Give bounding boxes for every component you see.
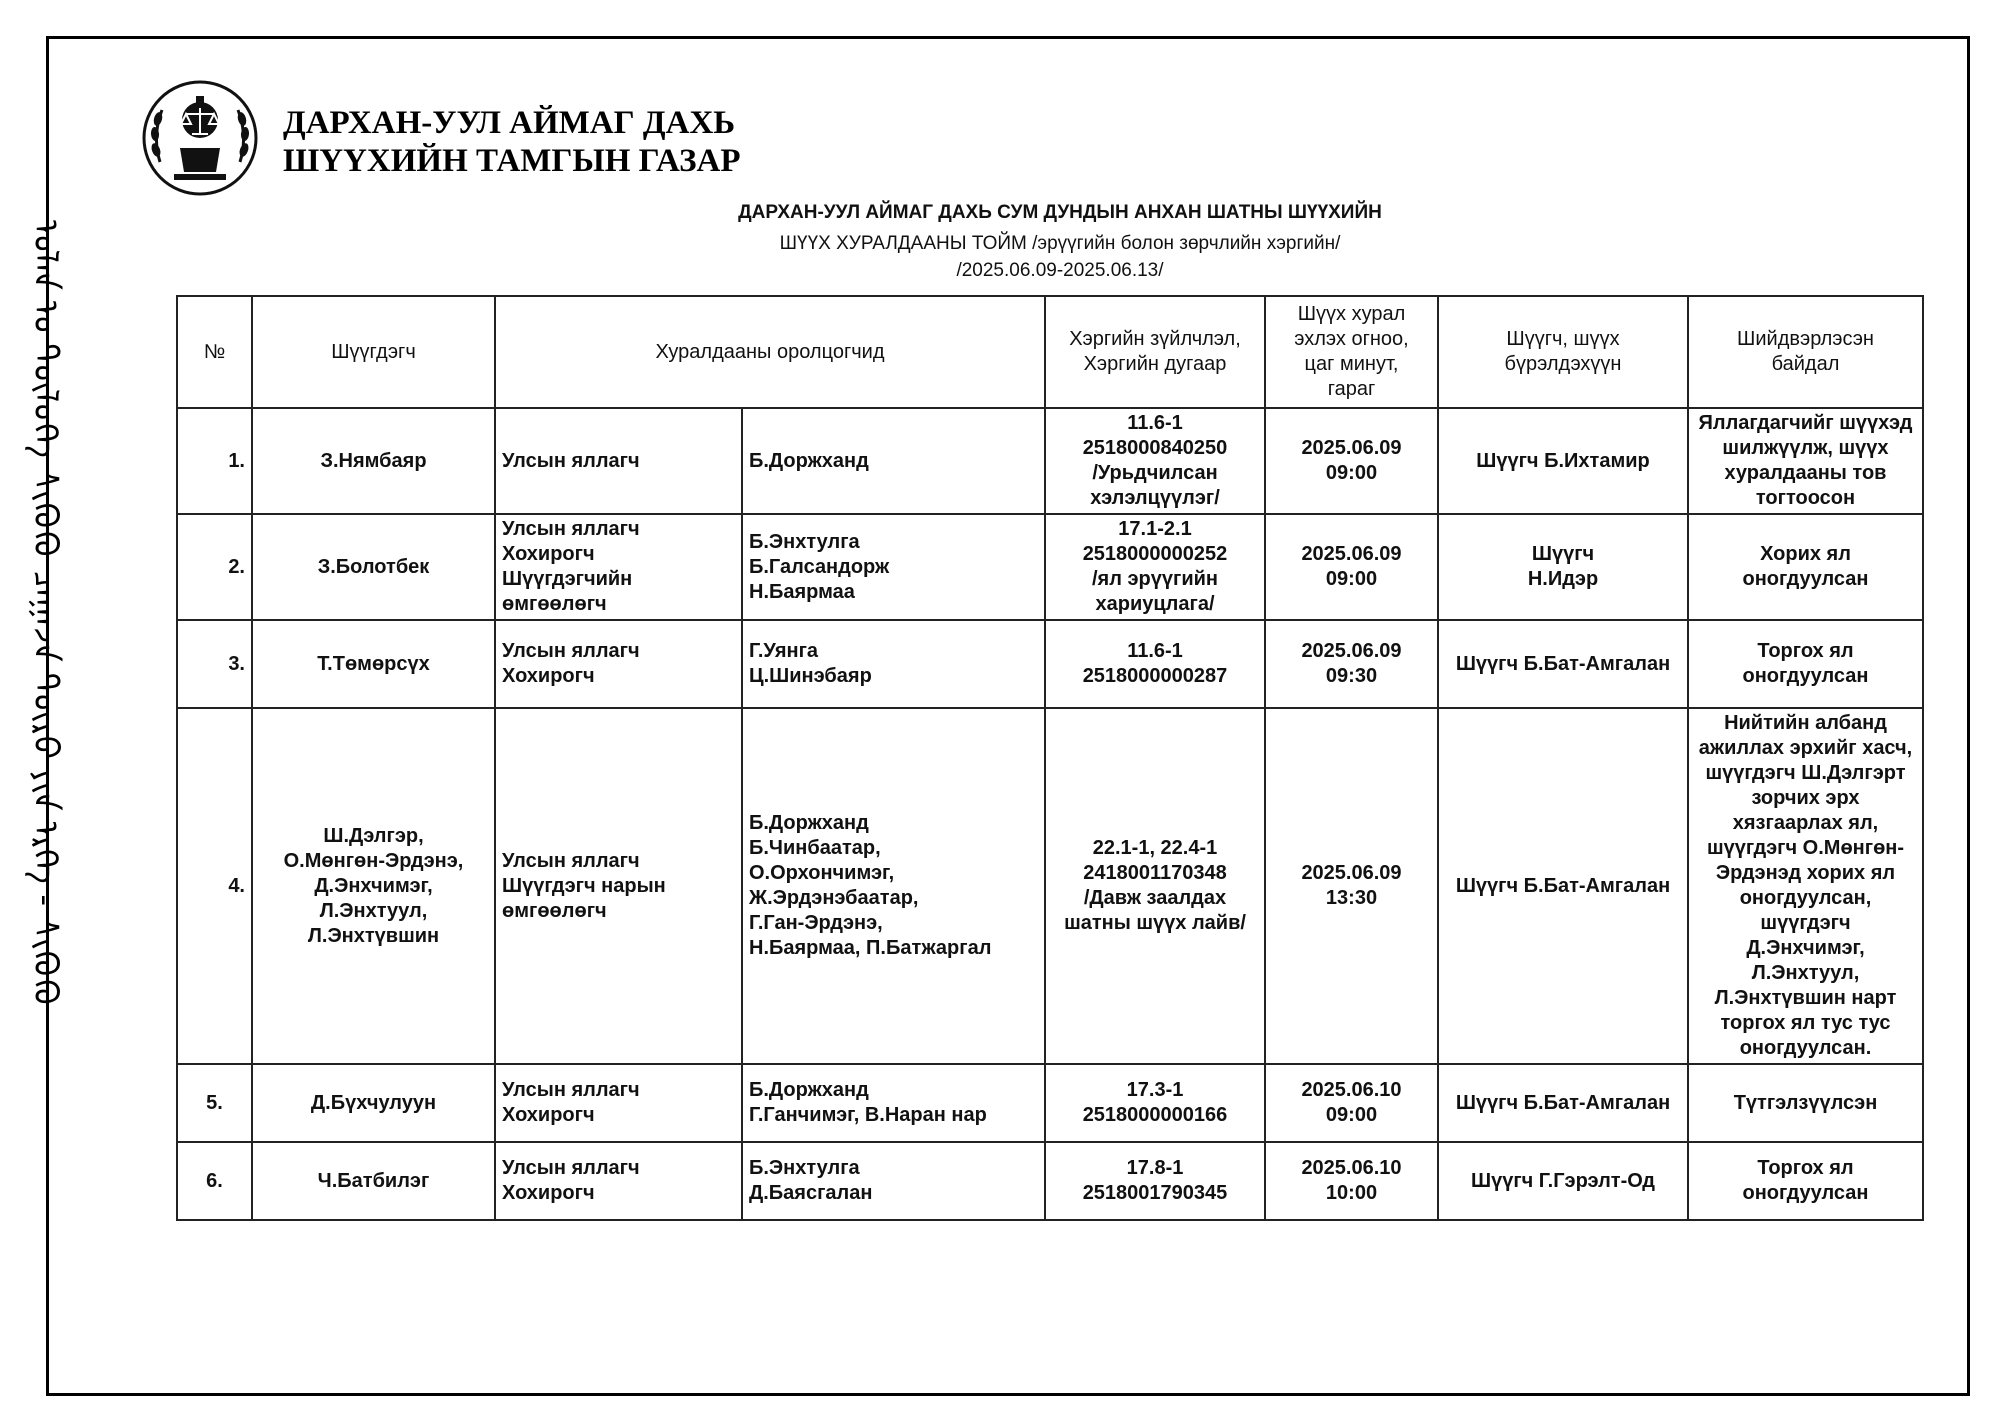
hearing-schedule-table	[176, 295, 1924, 1221]
datetime-cell	[1265, 514, 1438, 620]
participant-roles-cell-line: Улсын яллагч	[502, 1079, 640, 1101]
side-mongolian-script	[20, 220, 70, 1140]
defendant-cell-line: Л.Энхтуул,	[319, 899, 428, 922]
decision-cell-line: Л.Энхтуул,	[1751, 962, 1860, 984]
participant-roles-cell-line: Хохирогч	[502, 1182, 595, 1204]
participant-roles-cell-line: Улсын яллагч	[502, 1157, 640, 1179]
case-cell-line: /Урьдчилсан	[1092, 462, 1218, 484]
decision-cell-line: оногдуулсан	[1742, 1182, 1869, 1204]
defendant-cell	[252, 514, 495, 620]
col-header-case	[1045, 296, 1265, 408]
participant-names-cell-line: Б.Доржханд	[749, 812, 869, 834]
table-header-row	[177, 296, 1923, 408]
participant-names-cell	[742, 408, 1045, 514]
decision-cell-line: зорчих эрх	[1751, 787, 1860, 809]
decision-cell	[1688, 1064, 1923, 1142]
participant-names-cell-line: Г.Ган-Эрдэнэ,	[749, 912, 883, 934]
case-cell-line: шатны шүүх лайв/	[1064, 912, 1246, 934]
case-cell-line: 22.1-1, 22.4-1	[1092, 837, 1218, 859]
case-cell-line: 2518001790345	[1082, 1182, 1228, 1204]
participant-roles-cell	[495, 514, 742, 620]
row-number: 5.	[177, 1064, 252, 1142]
case-cell-line: 17.8-1	[1126, 1157, 1184, 1179]
datetime-cell-line: 2025.06.10	[1301, 1157, 1402, 1179]
decision-cell-line: торгох ял тус тус	[1720, 1012, 1891, 1034]
datetime-cell-line: 2025.06.09	[1301, 437, 1402, 459]
header-line: Шүүх хурал	[1297, 303, 1406, 325]
participant-roles-cell-line: Хохирогч	[502, 543, 595, 565]
defendant-cell-line: Т.Төмөрсүх	[317, 652, 430, 675]
org-line-2: ШҮҮХИЙН ТАМГЫН ГАЗАР	[283, 143, 741, 179]
case-cell-line: 17.3-1	[1126, 1079, 1184, 1101]
decision-cell-line: Хорих ял	[1760, 543, 1851, 565]
judge-cell-line: Шүүгч	[1531, 543, 1595, 565]
participant-roles-cell	[495, 708, 742, 1064]
decision-cell-line: шүүгдэгч	[1760, 912, 1851, 934]
case-cell-line: 2418001170348	[1083, 862, 1227, 884]
participant-roles-cell	[495, 620, 742, 708]
datetime-cell-line: 09:30	[1325, 665, 1378, 687]
defendant-cell-line: З.Нямбаяр	[320, 449, 427, 472]
table-row	[177, 708, 1923, 1064]
decision-cell-line: ажиллах эрхийг хасч,	[1698, 737, 1913, 759]
participant-roles-cell-line: Улсын яллагч	[502, 449, 640, 472]
side-mongolian-text: ᠣᠯᠠᠨ ᠤ ᠲᠥᠯᠦᠭᠡ ᠰᠢᠭᠦᠬᠦ ᠴᠠᠭᠠᠵᠠ ᠲᠥᠷᠦ ᠶᠢᠨ ᠡᠷᠬᠡ - ᠰᠢᠭᠦᠬᠦ	[25, 220, 65, 1005]
heading-line-1: ДАРХАН-УУЛ АЙМАГ ДАХЬ СУМ ДУНДЫН АНХАН ШАТНЫ ШҮҮХИЙН	[738, 202, 1382, 223]
case-cell	[1045, 620, 1265, 708]
judge-cell-line: Шүүгч Б.Бат-Амгалан	[1455, 874, 1671, 897]
table-row	[177, 1142, 1923, 1220]
case-cell-line: 11.6-1	[1127, 412, 1183, 434]
decision-cell-line: оногдуулсан	[1742, 568, 1869, 590]
decision-cell-line: шилжүүлж, шүүх	[1722, 437, 1889, 459]
decision-cell-line: Яллагдагчийг шүүхэд	[1698, 412, 1913, 434]
judge-cell	[1438, 620, 1688, 708]
case-cell	[1045, 1142, 1265, 1220]
decision-cell	[1688, 1142, 1923, 1220]
participant-roles-cell-line: Улсын яллагч	[502, 640, 640, 662]
decision-cell-line: тогтоосон	[1755, 487, 1856, 509]
table-row	[177, 514, 1923, 620]
datetime-cell	[1265, 1064, 1438, 1142]
participant-names-cell-line: Б.Энхтулга	[749, 1157, 860, 1179]
datetime-cell	[1265, 708, 1438, 1064]
decision-cell-line: оногдуулсан.	[1739, 1037, 1872, 1059]
case-cell	[1045, 514, 1265, 620]
judge-cell	[1438, 708, 1688, 1064]
participant-names-cell-line: Ц.Шинэбаяр	[749, 665, 872, 687]
judge-cell-line: Н.Идэр	[1527, 568, 1599, 590]
header-line: эхлэх огноо,	[1294, 328, 1409, 350]
judge-cell-line: Шүүгч Б.Бат-Амгалан	[1455, 652, 1671, 675]
case-cell	[1045, 708, 1265, 1064]
participant-roles-cell-line: өмгөөлөгч	[502, 593, 607, 615]
case-cell-line: 2518000840250	[1082, 437, 1228, 459]
decision-cell	[1688, 620, 1923, 708]
participant-names-cell-line: Д.Баясгалан	[749, 1182, 873, 1204]
judge-cell	[1438, 408, 1688, 514]
col-header-judge	[1438, 296, 1688, 408]
case-cell	[1045, 408, 1265, 514]
participant-names-cell-line: О.Орхончимэг,	[749, 862, 895, 884]
decision-cell-line: хязгаарлах ял,	[1732, 812, 1879, 834]
defendant-cell-line: О.Мөнгөн-Эрдэнэ,	[283, 849, 464, 872]
judge-cell	[1438, 1142, 1688, 1220]
decision-cell-line: шүүгдэгч Ш.Дэлгэрт	[1705, 762, 1906, 784]
judge-cell-line: Шүүгч Б.Бат-Амгалан	[1455, 1091, 1671, 1114]
participant-roles-cell-line: Шүүгдэгчийн	[502, 568, 633, 590]
participant-roles-cell-line: Улсын яллагч	[502, 849, 640, 872]
table-row	[177, 1064, 1923, 1142]
participant-names-cell	[742, 708, 1045, 1064]
participant-names-cell-line: Б.Доржханд	[749, 449, 869, 472]
organization-name	[283, 104, 740, 180]
participant-names-cell-line: Г.Уянга	[749, 640, 819, 662]
participant-roles-cell-line: Хохирогч	[502, 1104, 595, 1126]
participant-names-cell	[742, 1064, 1045, 1142]
datetime-cell-line: 2025.06.09	[1301, 640, 1402, 662]
col-header-decision	[1688, 296, 1923, 408]
datetime-cell	[1265, 620, 1438, 708]
row-number: 1.	[177, 408, 252, 514]
heading-date-range: /2025.06.09-2025.06.13/	[956, 260, 1164, 281]
header-line: Шүүгч, шүүх	[1506, 328, 1620, 350]
participant-names-cell-line: Ж.Эрдэнэбаатар,	[749, 887, 919, 909]
col-header-datetime	[1265, 296, 1438, 408]
participant-names-cell-line: Б.Галсандорж	[749, 555, 890, 578]
col-header-defendant: Шүүгдэгч	[252, 296, 495, 408]
case-cell-line: 11.6-1	[1127, 640, 1183, 662]
defendant-cell-line: Д.Энхчимэг,	[314, 874, 433, 897]
participant-roles-cell-line: өмгөөлөгч	[502, 899, 607, 922]
participant-roles-cell	[495, 1064, 742, 1142]
datetime-cell-line: 09:00	[1325, 1104, 1378, 1126]
participant-names-cell	[742, 514, 1045, 620]
participant-names-cell-line: Б.Чинбаатар,	[749, 837, 881, 859]
participant-names-cell-line: Б.Энхтулга	[749, 530, 860, 553]
row-number: 6.	[177, 1142, 252, 1220]
participant-names-cell	[742, 1142, 1045, 1220]
decision-cell-line: шүүгдэгч О.Мөнгөн-	[1706, 837, 1905, 859]
defendant-cell	[252, 620, 495, 708]
decision-cell	[1688, 514, 1923, 620]
header-line: Хэргийн дугаар	[1083, 353, 1227, 375]
datetime-cell-line: 10:00	[1325, 1182, 1378, 1204]
decision-cell-line: Торгох ял	[1757, 640, 1854, 662]
datetime-cell-line: 2025.06.10	[1301, 1079, 1402, 1101]
decision-cell-line: оногдуулсан	[1742, 665, 1869, 687]
table-row	[177, 620, 1923, 708]
case-cell-line: хэлэлцүүлэг/	[1090, 487, 1220, 509]
decision-cell-line: Эрдэнэд хорих ял	[1715, 862, 1896, 884]
heading-line-2: ШҮҮХ ХУРАЛДААНЫ ТОЙМ /эрүүгийн болон зөрчлийн хэргийн/	[779, 233, 1341, 254]
datetime-cell-line: 09:00	[1325, 568, 1378, 590]
row-number: 2.	[177, 514, 252, 620]
case-cell-line: /ял эрүүгийн	[1092, 568, 1218, 590]
header-line: Хэргийн зүйлчлэл,	[1069, 328, 1241, 350]
header-line: байдал	[1771, 353, 1840, 375]
datetime-cell-line: 2025.06.09	[1301, 862, 1402, 884]
judge-cell-line: Шүүгч Г.Гэрэлт-Од	[1470, 1169, 1656, 1192]
participant-roles-cell-line: Хохирогч	[502, 665, 595, 687]
header-line: цаг минут,	[1304, 353, 1399, 375]
header-line: бүрэлдэхүүн	[1504, 353, 1622, 375]
datetime-cell	[1265, 408, 1438, 514]
case-cell-line: 2518000000166	[1082, 1104, 1228, 1126]
case-cell	[1045, 1064, 1265, 1142]
defendant-cell-line: Ч.Батбилэг	[317, 1169, 430, 1192]
participant-roles-cell	[495, 1142, 742, 1220]
decision-cell-line: оногдуулсан,	[1739, 887, 1872, 909]
defendant-cell-line: Л.Энхтүвшин	[307, 924, 440, 947]
datetime-cell-line: 13:30	[1325, 887, 1378, 909]
defendant-cell	[252, 708, 495, 1064]
decision-cell	[1688, 408, 1923, 514]
decision-cell-line: хуралдааны тов	[1724, 462, 1887, 484]
decision-cell-line: Л.Энхтүвшин нарт	[1714, 987, 1897, 1009]
decision-cell-line: Нийтийн албанд	[1724, 712, 1887, 734]
case-cell-line: 2518000000252	[1082, 543, 1228, 565]
participant-names-cell	[742, 620, 1045, 708]
judge-cell	[1438, 1064, 1688, 1142]
defendant-cell-line: З.Болотбек	[317, 555, 430, 578]
case-cell-line: 17.1-2.1	[1118, 518, 1192, 540]
judge-cell-line: Шүүгч Б.Ихтамир	[1476, 449, 1650, 472]
defendant-cell	[252, 1142, 495, 1220]
decision-cell	[1688, 708, 1923, 1064]
defendant-cell	[252, 1064, 495, 1142]
court-emblem-icon	[138, 76, 262, 200]
row-number: 3.	[177, 620, 252, 708]
defendant-cell-line: Ш.Дэлгэр,	[323, 824, 424, 847]
header-line: гараг	[1327, 378, 1376, 400]
participant-names-cell-line: Б.Доржханд	[749, 1079, 869, 1101]
org-line-1: ДАРХАН-УУЛ АЙМАГ ДАХЬ	[283, 105, 736, 141]
datetime-cell	[1265, 1142, 1438, 1220]
defendant-cell	[252, 408, 495, 514]
decision-cell-line: Торгох ял	[1757, 1157, 1854, 1179]
header-line: Шийдвэрлэсэн	[1737, 328, 1874, 350]
judge-cell	[1438, 514, 1688, 620]
case-cell-line: /Давж заалдах	[1083, 887, 1227, 909]
participant-roles-cell-line: Шүүгдэгч нарын	[502, 874, 666, 897]
participant-roles-cell-line: Улсын яллагч	[502, 518, 640, 540]
participant-names-cell-line: Н.Баярмаа	[749, 580, 855, 603]
datetime-cell-line: 09:00	[1325, 462, 1378, 484]
row-number: 4.	[177, 708, 252, 1064]
case-cell-line: хариуцлага/	[1095, 593, 1215, 615]
participant-roles-cell	[495, 408, 742, 514]
case-cell-line: 2518000000287	[1082, 665, 1228, 687]
table-row	[177, 408, 1923, 514]
participant-names-cell-line: Г.Ганчимэг, В.Наран нар	[749, 1104, 987, 1126]
datetime-cell-line: 2025.06.09	[1301, 543, 1402, 565]
participant-names-cell-line: Н.Баярмаа, П.Батжаргал	[749, 937, 992, 959]
decision-cell-line: Д.Энхчимэг,	[1746, 937, 1865, 959]
defendant-cell-line: Д.Бүхчулуун	[310, 1091, 437, 1114]
col-header-no: №	[177, 296, 252, 408]
decision-cell-line: Түтгэлзүүлсэн	[1733, 1091, 1878, 1114]
table-body	[177, 408, 1923, 1220]
col-header-participants: Хуралдааны оролцогчид	[495, 296, 1045, 408]
